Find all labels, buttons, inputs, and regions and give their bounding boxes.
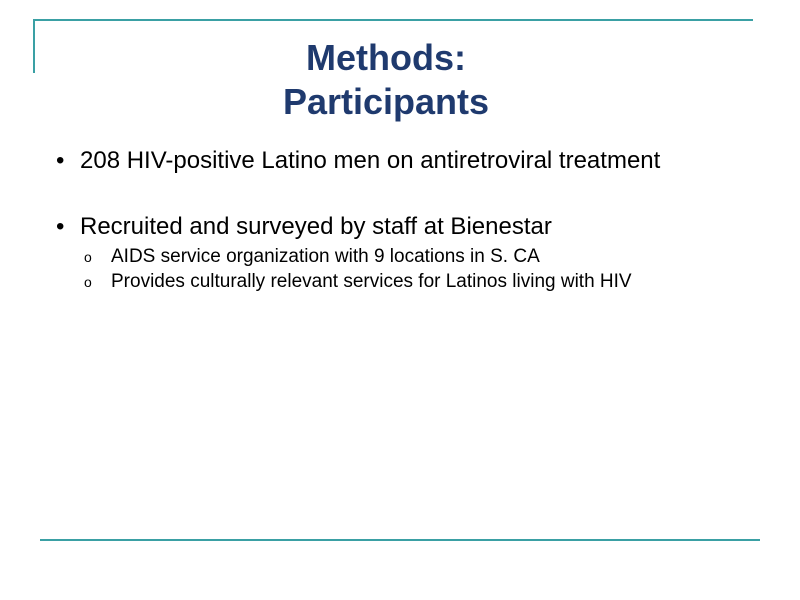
sub-bullet-list xyxy=(80,244,772,294)
bullet-icon: • xyxy=(56,147,65,174)
bullet-icon: • xyxy=(56,213,65,240)
bullet-text: 208 HIV-positive Latino men on antiretroviral treatment xyxy=(80,147,661,174)
circle-bullet-icon: o xyxy=(84,249,92,265)
sub-bullet-text: AIDS service organization with 9 locations in S. CA xyxy=(111,246,540,267)
left-rule xyxy=(33,19,35,73)
bullet-text: Recruited and surveyed by staff at Bienestar xyxy=(80,213,552,240)
sub-bullet-item xyxy=(80,269,772,294)
title-line-1: Methods: xyxy=(306,37,466,78)
title-line-2: Participants xyxy=(282,81,490,122)
sub-bullet-item xyxy=(80,244,772,269)
bullet-list xyxy=(52,144,772,294)
circle-bullet-icon: o xyxy=(84,274,92,290)
slide-title xyxy=(230,36,542,124)
top-rule xyxy=(33,19,753,21)
bullet-item-participants xyxy=(52,144,772,178)
bottom-rule xyxy=(40,539,760,541)
bullet-item-recruitment xyxy=(52,210,772,294)
sub-bullet-text: Provides culturally relevant services for Latinos living with HIV xyxy=(111,271,632,292)
